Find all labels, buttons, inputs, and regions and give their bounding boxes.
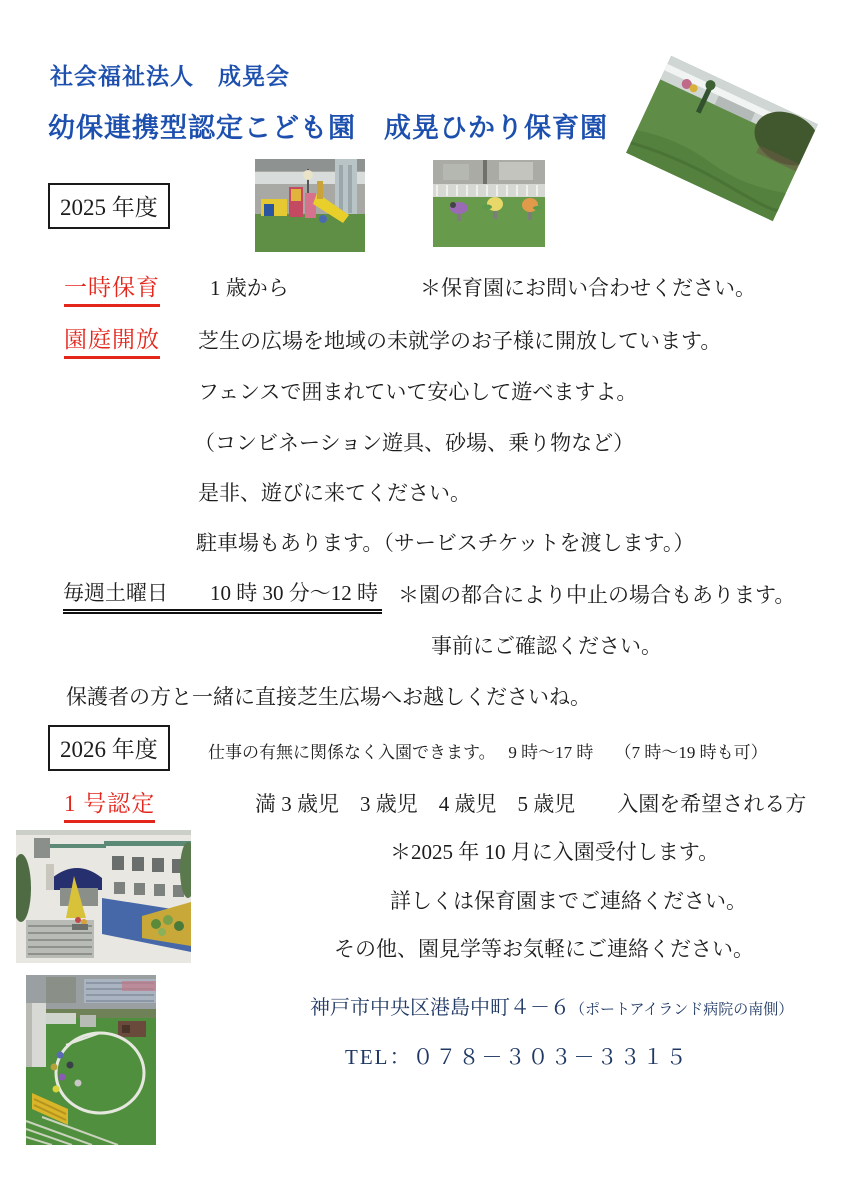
photo-spring-riders [433,160,545,247]
entei-line-3: （コンビネーション遊具、砂場、乗り物など） [194,431,635,455]
photo-playground [255,159,365,252]
ichiji-note: ＊保育園にお問い合わせください。 [420,276,756,300]
photo-lawn-tilted [626,56,818,221]
label-entei-kaiho: 園庭開放 [64,321,160,359]
entei-line-5: 駐車場もあります。（サービスチケットを渡します。） [196,531,695,555]
schedule-note-2: 事前にご確認ください。 [431,634,662,658]
ichiji-age: 1 歳から [210,276,289,300]
phone-number: TEL：０７８－３０３－３３１５ [345,1045,689,1069]
schedule-note-1: ＊園の都合により中止の場合もあります。 [398,583,796,607]
year-2026-box: 2026 年度 [48,725,170,771]
address-note: （ポートアイランド病院の南側） [570,1002,794,1018]
work-note: 仕事の有無に関係なく入園できます。 9 時～17 時 （7 時～19 時も可） [208,743,768,762]
note-line-3: その他、園見学等お気軽にご連絡ください。 [334,937,754,961]
year-2025-box: 2025 年度 [48,183,170,229]
page-title: 幼保連携型認定こども園 成晃ひかり保育園 [48,113,608,143]
entei-line-2: フェンスで囲まれていて安心して遊べますよ。 [198,380,638,404]
note-line-1: ＊2025 年 10 月に入園受付します。 [390,840,720,864]
schedule-time: 毎週土曜日 10 時 30 分～12 時 [63,577,382,614]
photo-building [16,830,191,963]
entei-line-1: 芝生の広場を地域の未就学のお子様に開放しています。 [198,329,722,353]
label-ichigo-nintei: 1 号認定 [64,785,155,823]
address-line [310,991,793,1020]
entei-line-4: 是非、遊びに来てください。 [198,481,471,505]
photo-turf-field [26,975,156,1145]
label-ichiji-hoiku: 一時保育 [64,269,160,307]
nintei-detail: 満 3 歳児 3 歳児 4 歳児 5 歳児 入園を希望される方 [255,792,807,816]
invite-line: 保護者の方と一緒に直接芝生広場へお越しくださいね。 [66,685,591,709]
address-text: 神戸市中央区港島中町４－６ [310,997,570,1019]
note-line-2: 詳しくは保育園までご連絡ください。 [390,889,747,913]
organization-name: 社会福祉法人 成晃会 [50,63,290,89]
